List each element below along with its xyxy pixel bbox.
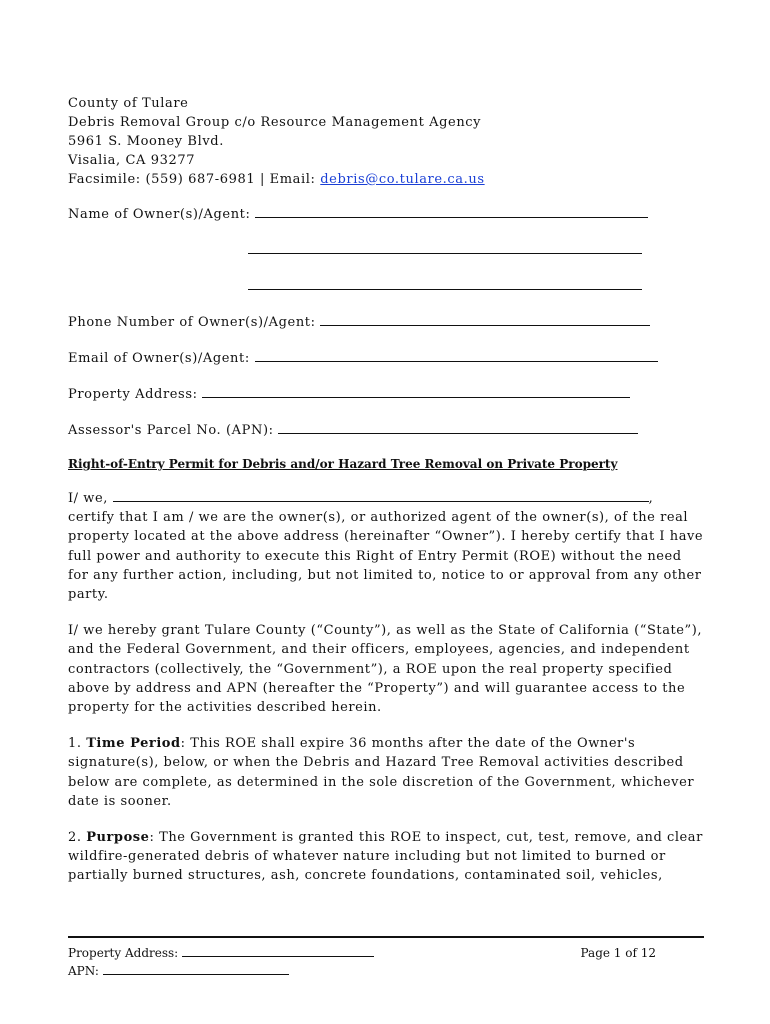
footer-apn-blank[interactable] xyxy=(103,963,289,975)
agency-department: Debris Removal Group c/o Resource Management Agency xyxy=(68,115,482,130)
owner-name-blank-3[interactable] xyxy=(248,275,642,290)
time-period-text: : This ROE shall expire 36 months after the date of the Owner's signature(s), below, or when the Debris and Hazard Tree Removal activities described below are complete, as determined in the sole discretion of the Government, whichever date is sooner. xyxy=(68,736,695,809)
agency-contact xyxy=(68,170,704,189)
apn-blank[interactable] xyxy=(278,419,638,434)
email-blank[interactable] xyxy=(255,347,658,362)
owner-fields xyxy=(68,203,704,455)
time-period-number: 1. xyxy=(68,736,82,752)
footer-apn-label: APN: xyxy=(68,964,103,978)
purpose-number: 2. xyxy=(68,830,82,846)
email-link[interactable]: debris@co.tulare.ca.us xyxy=(320,172,485,187)
email-label: Email of Owner(s)/Agent: xyxy=(68,351,250,366)
certification-paragraph xyxy=(68,487,704,604)
iwe-suffix: , xyxy=(648,491,654,506)
agency-name: County of Tulare xyxy=(68,96,189,111)
section-title: Right-of-Entry Permit for Debris and/or Hazard Tree Removal on Private Property xyxy=(68,457,618,471)
email-field xyxy=(68,347,704,383)
agency-city: Visalia, CA 93277 xyxy=(68,153,196,168)
grant-paragraph: I/ we hereby grant Tulare County (“County”), as well as the State of California (“State”), and the Federal Government, and their officers, employees, agencies, and independent contractors (collectively, the “Government”), a ROE upon the real property specified above by address and APN (hereafter the “Property”) and will guarantee access to the property for the activities described herein. xyxy=(68,623,703,716)
footer-property-blank[interactable] xyxy=(182,945,374,957)
owner-name-continuation-1 xyxy=(68,239,704,275)
purpose-paragraph xyxy=(68,828,704,886)
apn-label: Assessor's Parcel No. (APN): xyxy=(68,423,274,438)
purpose-heading: Purpose xyxy=(86,830,150,846)
time-period-paragraph xyxy=(68,734,704,811)
phone-field xyxy=(68,311,704,347)
owner-name-label: Name of Owner(s)/Agent: xyxy=(68,207,251,222)
certification-text: certify that I am / we are the owner(s), or authorized agent of the owner(s), of the real property located at the above address (hereinafter “Owner”). I hereby certify that I have full power and authority to execute this Right of Entry Permit (ROE) without the need for any further action, including, but not limited to, notice to or approval from any other party. xyxy=(68,510,704,603)
footer-apn xyxy=(68,962,289,980)
time-period-heading: Time Period xyxy=(86,736,181,752)
page-footer xyxy=(68,936,704,980)
owner-name-blank-2[interactable] xyxy=(248,239,642,254)
footer-property-address xyxy=(68,944,374,962)
owner-name-blank[interactable] xyxy=(255,203,648,218)
agency-address-block xyxy=(68,94,704,189)
phone-blank[interactable] xyxy=(320,311,650,326)
document-page xyxy=(68,94,704,903)
fax-email-prefix: Facsimile: (559) 687-6981 | Email: xyxy=(68,172,321,187)
iwe-line xyxy=(68,491,653,506)
purpose-text: : The Government is granted this ROE to inspect, cut, test, remove, and clear wildfire-generated debris of whatever nature including but not limited to burned or partially burned structures, ash, concrete foundations, contaminated soil, vehicles, xyxy=(68,830,703,884)
property-address-field xyxy=(68,383,704,419)
property-address-blank[interactable] xyxy=(202,383,630,398)
owner-name-field xyxy=(68,203,704,239)
footer-property-label: Property Address: xyxy=(68,946,183,960)
property-address-label: Property Address: xyxy=(68,387,198,402)
page-number: Page 1 of 12 xyxy=(580,946,656,960)
phone-label: Phone Number of Owner(s)/Agent: xyxy=(68,315,316,330)
apn-field xyxy=(68,419,704,455)
agency-street: 5961 S. Mooney Blvd. xyxy=(68,134,224,149)
iwe-name-blank[interactable] xyxy=(113,487,649,502)
footer-row-2 xyxy=(68,962,704,980)
iwe-prefix: I/ we, xyxy=(68,491,108,506)
footer-row-1 xyxy=(68,944,704,962)
owner-name-continuation-2 xyxy=(68,275,704,311)
